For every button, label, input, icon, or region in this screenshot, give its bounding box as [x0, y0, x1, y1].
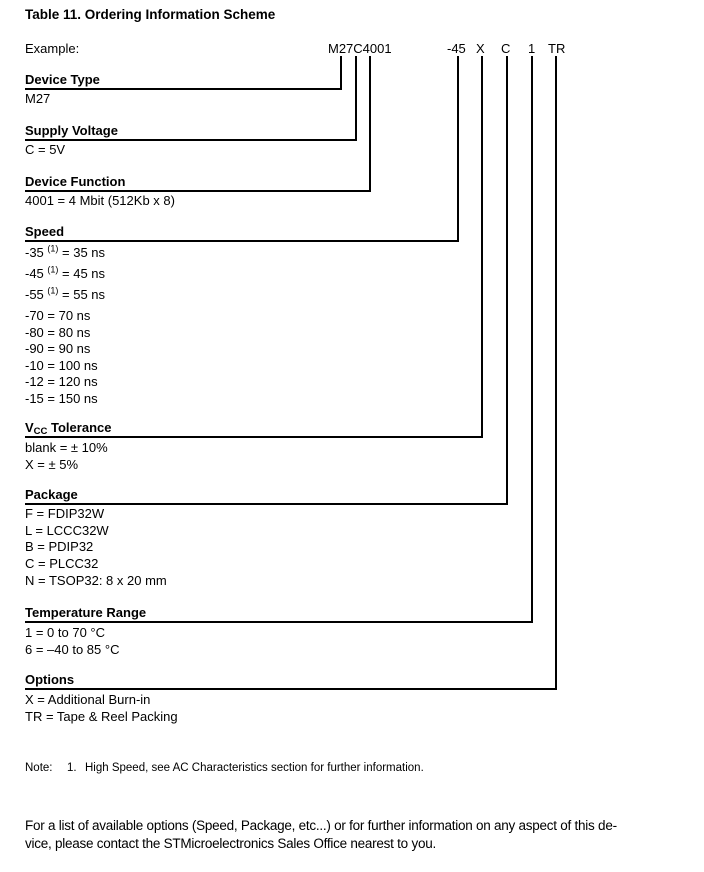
footnote-marker: (1) — [47, 264, 59, 275]
section-header-vcc-tolerance: $V_{CC}$ Tolerance — [25, 420, 112, 437]
footer-line: vice, please contact the STMicroelectronics Sales Office nearest to you. — [25, 835, 436, 851]
footer-paragraph — [25, 817, 617, 852]
section-rule-options — [25, 688, 557, 690]
section-header-supply-voltage: Supply Voltage — [25, 123, 118, 138]
note-label: Note: — [25, 762, 53, 774]
note-number: 1. — [67, 762, 77, 774]
section-entry: -15 = 150 ns — [25, 390, 98, 406]
section-header-package: Package — [25, 487, 78, 502]
section-entry: B = PDIP32 — [25, 539, 94, 555]
section-entry: X = ± 5% — [25, 457, 79, 472]
section-header-temperature-range: Temperature Range — [25, 605, 147, 620]
section-entry: C = 5V — [25, 142, 66, 157]
connector-line-vcc-tolerance — [481, 56, 483, 438]
section-rule-speed — [25, 240, 459, 242]
connector-line-speed — [457, 56, 459, 242]
section-entry: 1 = 0 to 70 °C — [25, 625, 105, 640]
package-entry-list — [25, 506, 167, 589]
example-label: Example: — [25, 41, 80, 56]
connector-line-supply-voltage — [355, 56, 357, 141]
section-rule-device-type — [25, 88, 342, 90]
section-entry: M27 — [25, 91, 51, 106]
part-number-vcc-tolerance: X — [476, 41, 485, 56]
section-header-speed: Speed — [25, 224, 65, 239]
section-entry: -90 = 90 ns — [25, 341, 91, 357]
connector-line-package — [506, 56, 508, 505]
part-number-temperature-range: 1 — [528, 41, 536, 56]
section-entry: blank = ± 10% — [25, 440, 108, 455]
section-entry: L = LCCC32W — [25, 522, 109, 538]
section-entry: C = PLCC32 — [25, 556, 99, 572]
part-number-package: C — [501, 41, 511, 56]
section-entry: -45 $^{(1)}$ = 45 ns — [25, 264, 106, 281]
part-number-base: M27C4001 — [328, 41, 392, 56]
subscript-cc: CC — [33, 426, 48, 437]
section-rule-package — [25, 503, 508, 505]
section-entry: -55 $^{(1)}$ = 55 ns — [25, 285, 106, 302]
part-number-speed: -45 — [447, 41, 466, 56]
part-number-options: TR — [548, 41, 566, 56]
footnote-marker: (1) — [47, 285, 59, 296]
speed-entry-list — [25, 245, 105, 408]
footnote-marker: (1) — [47, 243, 59, 254]
section-header-options: Options — [25, 672, 75, 687]
note-text: High Speed, see AC Characteristics section for further information. — [85, 762, 424, 774]
connector-line-device-function — [369, 56, 371, 192]
section-entry: 4001 = 4 Mbit (512Kb x 8) — [25, 193, 175, 208]
section-entry: -70 = 70 ns — [25, 308, 91, 323]
section-entry: -10 = 100 ns — [25, 357, 98, 373]
section-entry: TR = Tape & Reel Packing — [25, 709, 178, 724]
section-entry: -80 = 80 ns — [25, 324, 91, 340]
section-rule-temperature-range — [25, 621, 533, 623]
section-entry: 6 = –40 to 85 °C — [25, 642, 120, 657]
connector-line-temperature-range — [531, 56, 533, 623]
section-entry: N = TSOP32: 8 x 20 mm — [25, 572, 167, 588]
section-entry: -12 = 120 ns — [25, 374, 98, 390]
section-entry: -35 $^{(1)}$ = 35 ns — [25, 243, 106, 260]
footer-line: For a list of available options (Speed, Package, etc...) or for further information on any aspect of this de- — [25, 818, 617, 833]
section-rule-supply-voltage — [25, 139, 357, 141]
section-rule-device-function — [25, 190, 371, 192]
section-rule-vcc-tolerance — [25, 436, 483, 438]
connector-line-device-type — [340, 56, 342, 90]
section-entry: X = Additional Burn-in — [25, 692, 151, 707]
section-entry: F = FDIP32W — [25, 506, 105, 521]
section-header-device-function: Device Function — [25, 174, 126, 189]
section-header-device-type: Device Type — [25, 72, 100, 87]
table-title: Table 11. Ordering Information Scheme — [25, 7, 276, 22]
connector-line-options — [555, 56, 557, 690]
